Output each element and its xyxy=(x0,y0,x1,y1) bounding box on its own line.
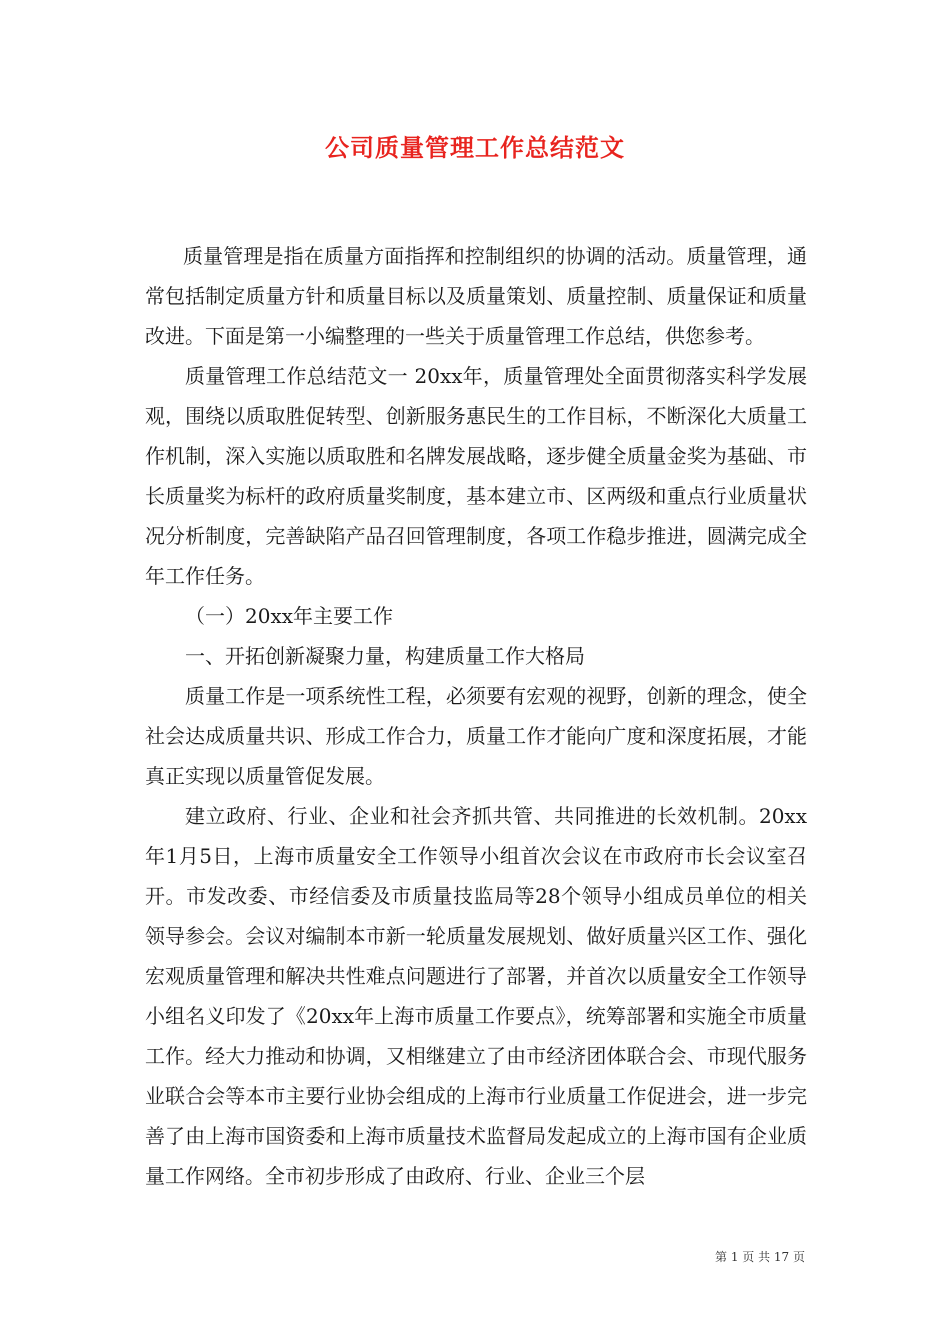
paragraph-quality-work: 质量工作是一项系统性工程，必须要有宏观的视野，创新的理念，使全社会达成质量共识、形成工作合力，质量工作才能向广度和深度拓展，才能真正实现以质量管促发展。 xyxy=(145,684,807,788)
section-heading-main-work: （一）20xx年主要工作 xyxy=(185,604,394,628)
page-number-footer: 第 1 页 共 17 页 xyxy=(715,1250,805,1264)
paragraph-intro: 质量管理是指在质量方面指挥和控制组织的协调的活动。质量管理，通常包括制定质量方针和质量目标以及质量策划、质量控制、质量保证和质量改进。下面是第一小编整理的一些关于质量管理工作总结，供您参考。 xyxy=(145,244,807,348)
document-body xyxy=(145,236,807,1196)
paragraph-summary-one: 质量管理工作总结范文一 20xx年，质量管理处全面贯彻落实科学发展观，围绕以质取胜促转型、创新服务惠民生的工作目标，不断深化大质量工作机制，深入实施以质取胜和名牌发展战略，逐步健全质量金奖为基础、市长质量奖为标杆的政府质量奖制度，基本建立市、区两级和重点行业质量状况分析制度，完善缺陷产品召回管理制度，各项工作稳步推进，圆满完成全年工作任务。 xyxy=(145,364,807,588)
document-title: 公司质量管理工作总结范文 xyxy=(325,133,625,162)
subsection-heading-innovation: 一、开拓创新凝聚力量，构建质量工作大格局 xyxy=(185,644,585,668)
paragraph-mechanism: 建立政府、行业、企业和社会齐抓共管、共同推进的长效机制。20xx年1月5日，上海市质量安全工作领导小组首次会议在市政府市长会议室召开。市发改委、市经信委及市质量技监局等28个领导小组成员单位的相关领导参会。会议对编制本市新一轮质量发展规划、做好质量兴区工作、强化宏观质量管理和解决共性难点问题进行了部署，并首次以质量安全工作领导小组名义印发了《20xx年上海市质量工作要点》，统筹部署和实施全市质量工作。经大力推动和协调，又相继建立了由市经济团体联合会、市现代服务业联合会等本市主要行业协会组成的上海市行业质量工作促进会，进一步完善了由上海市国资委和上海市质量技术监督局发起成立的上海市国有企业质量工作网络。全市初步形成了由政府、行业、企业三个层 xyxy=(145,804,807,1188)
